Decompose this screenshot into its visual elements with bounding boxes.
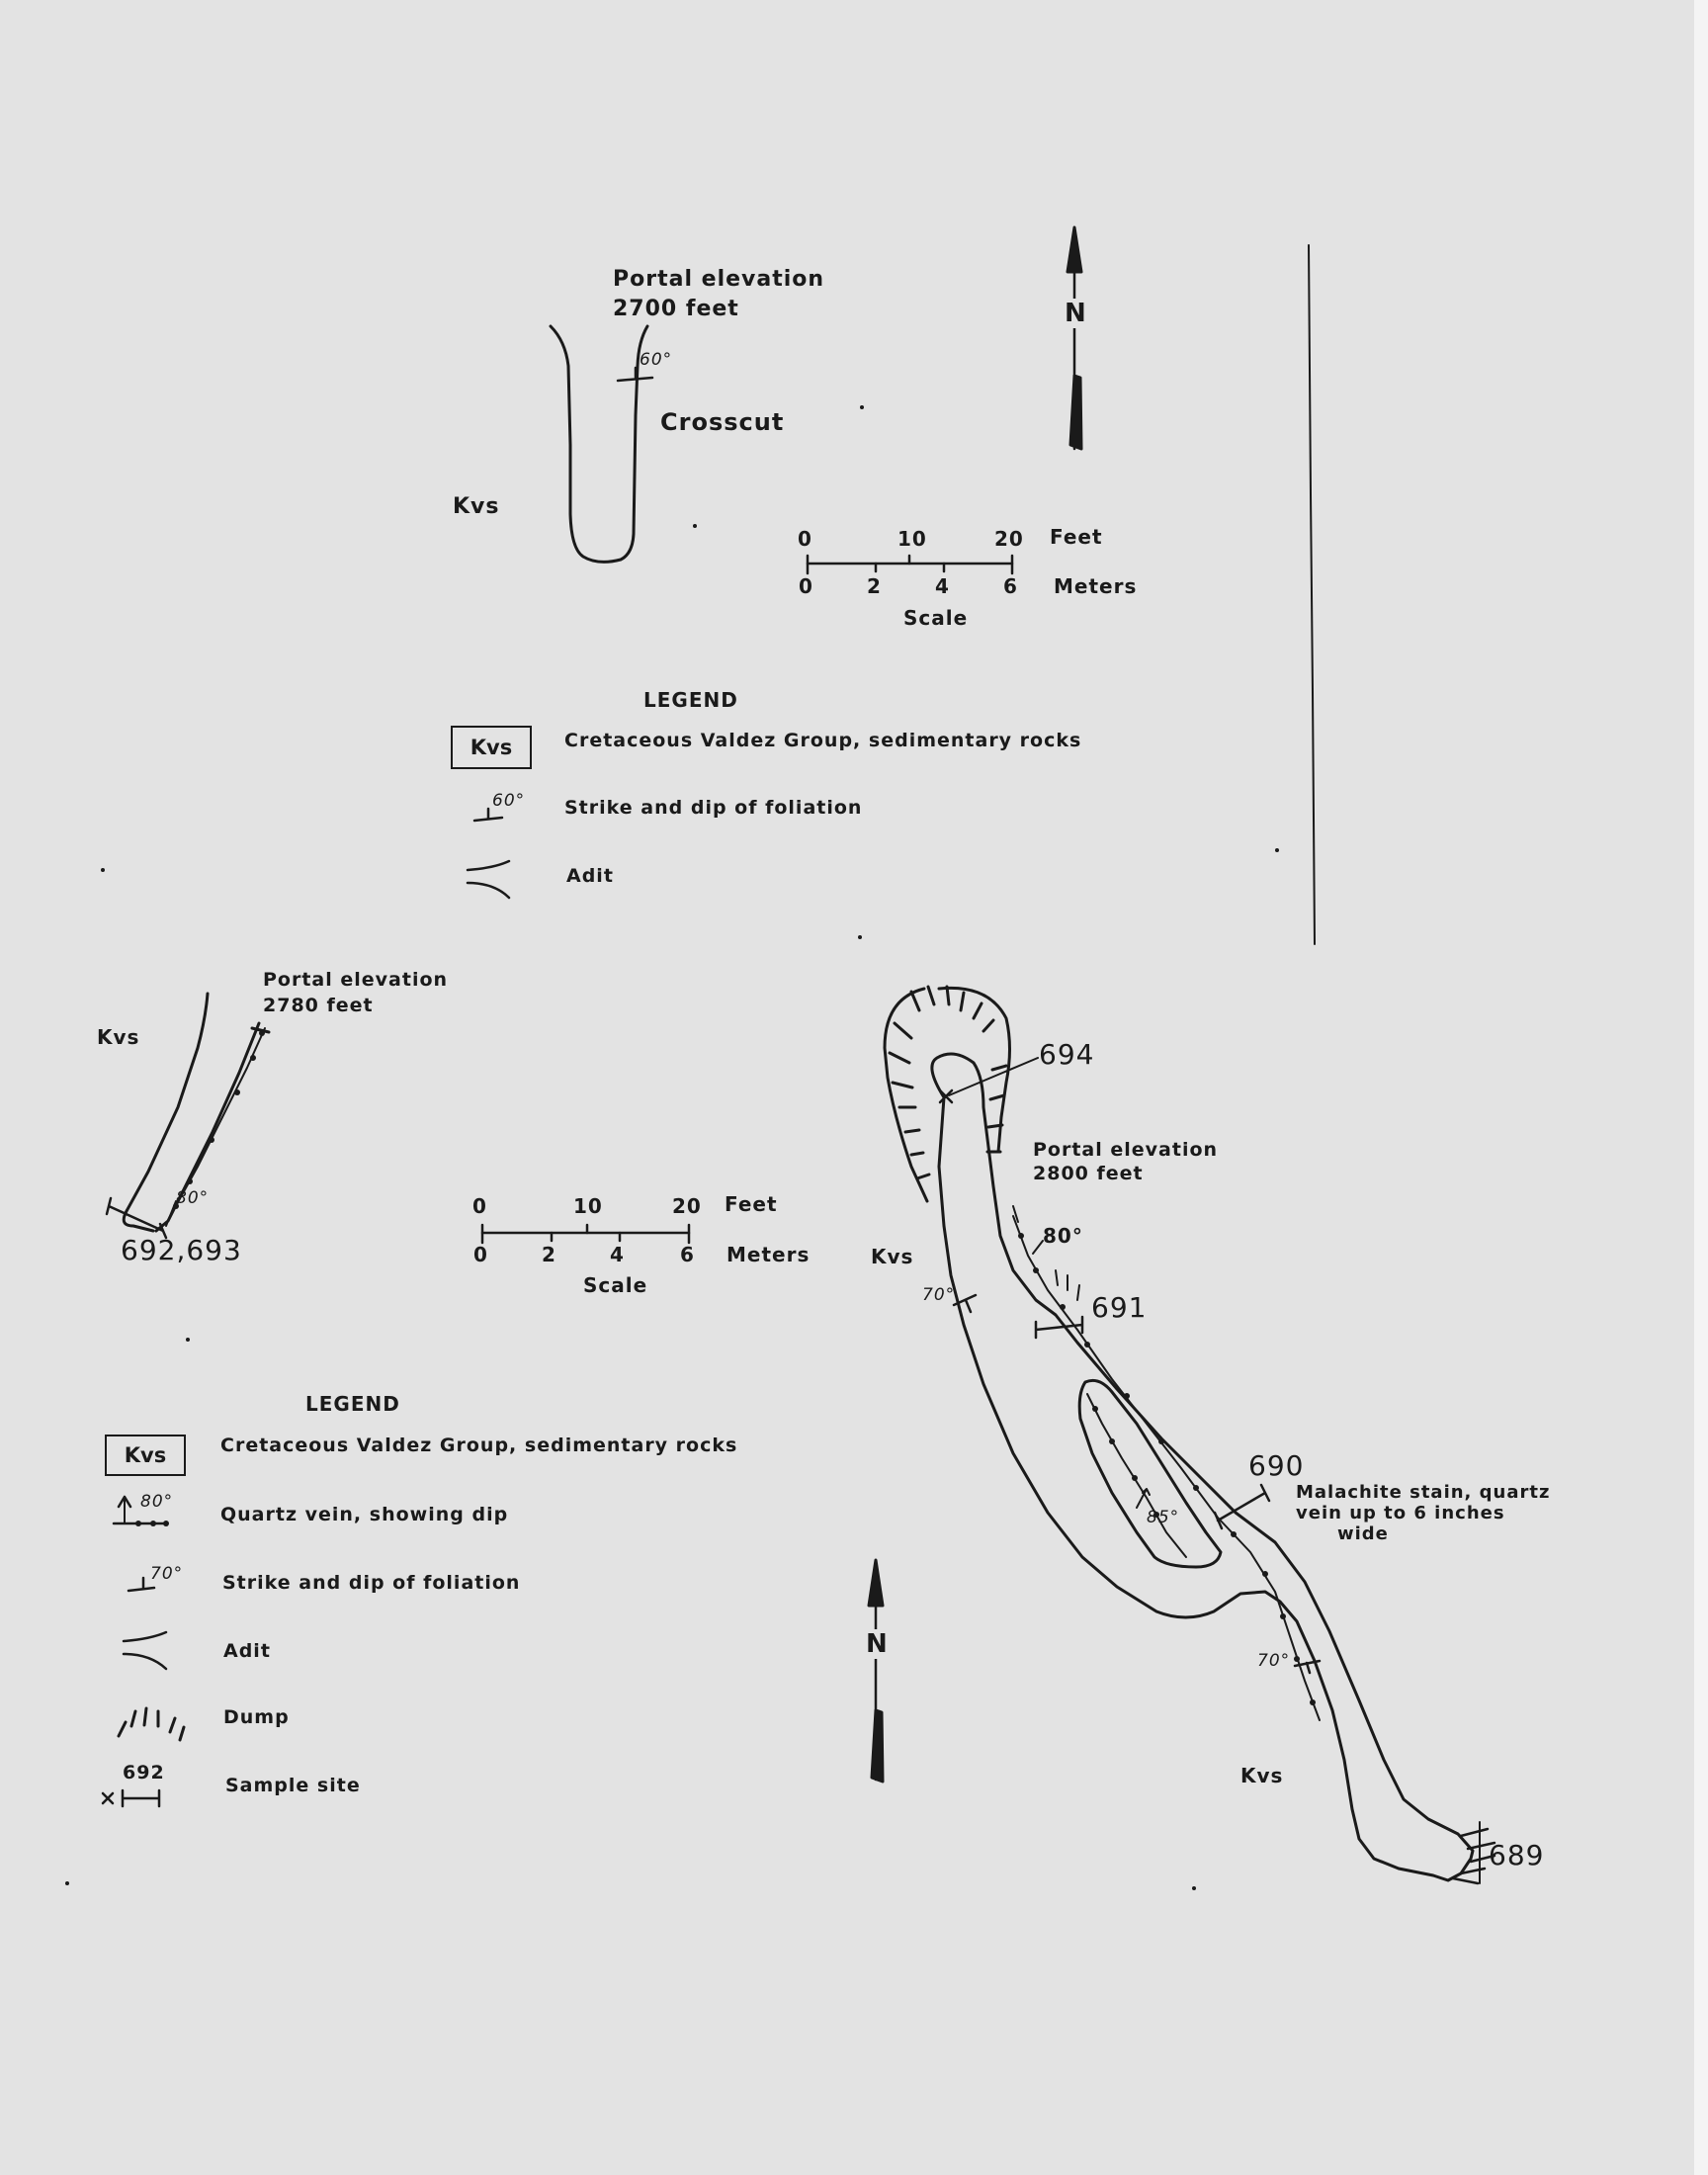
north-arrow-upper: [1068, 227, 1081, 449]
lower-legend-dump-symbol: [119, 1708, 184, 1740]
sample-690-label: 690: [1248, 1449, 1305, 1482]
sample-694-label: 694: [1039, 1038, 1095, 1071]
upper-unit-label: Kvs: [453, 494, 500, 519]
lower-right-dip-70-top: 70°: [922, 1285, 956, 1305]
lower-left-scale-feet-0: 0: [472, 1194, 487, 1218]
upper-legend-adit-symbol: [468, 861, 509, 898]
lower-left-scale-feet-label: Feet: [725, 1192, 778, 1216]
lower-right-dip-85: 85°: [1147, 1508, 1180, 1527]
lower-right-unit-label-top: Kvs: [871, 1245, 914, 1268]
upper-legend-adit-desc: Adit: [566, 865, 614, 887]
north-label-lower: N: [866, 1629, 889, 1659]
upper-scale-m-6: 6: [1003, 574, 1018, 598]
note-line-1: Malachite stain, quartz: [1296, 1482, 1551, 1503]
upper-legend-foliation-label: 60°: [492, 791, 526, 811]
lower-legend-foliation-desc: Strike and dip of foliation: [222, 1572, 521, 1594]
lower-right-dip-70-bottom: 70°: [1257, 1651, 1291, 1671]
sheet-divider-line: [1309, 245, 1315, 944]
upper-legend-foliation-desc: Strike and dip of foliation: [564, 797, 863, 819]
sample-689-label: 689: [1489, 1839, 1545, 1871]
upper-adit-left-wall: [551, 326, 647, 562]
upper-portal-elevation: 2700 feet: [613, 297, 739, 321]
upper-scale-title: Scale: [903, 606, 969, 630]
north-label-upper: N: [1065, 299, 1087, 328]
lower-legend-title: LEGEND: [305, 1392, 400, 1416]
lower-legend-kvs-desc: Cretaceous Valdez Group, sedimentary rocks: [220, 1435, 738, 1456]
lower-left-dip-arrow: [166, 1201, 176, 1226]
upper-portal-label: Portal elevation: [613, 267, 825, 292]
lower-right-portal-elevation: 2800 feet: [1033, 1163, 1144, 1184]
lower-legend-quartz-label: 80°: [140, 1492, 174, 1512]
lower-right-dip-80: 80°: [1043, 1224, 1083, 1248]
upper-scale-feet-0: 0: [798, 527, 812, 551]
lower-left-scale-m-0: 0: [473, 1243, 488, 1266]
lower-left-scale-meters-label: Meters: [726, 1243, 811, 1266]
upper-scale-m-4: 4: [935, 574, 950, 598]
lower-left-scale-m-4: 4: [610, 1243, 625, 1266]
lower-legend-sample-symbol: [103, 1790, 159, 1806]
lower-left-portal-label: Portal elevation: [263, 969, 449, 991]
lower-left-scale-bar: [482, 1225, 689, 1243]
lower-legend-foliation-label: 70°: [150, 1564, 184, 1584]
upper-dip-label: 60°: [640, 350, 673, 370]
upper-scale-meters-label: Meters: [1054, 574, 1138, 598]
lower-legend-adit-symbol: [124, 1632, 166, 1669]
crosscut-label: Crosscut: [660, 408, 785, 436]
upper-scale-m-2: 2: [867, 574, 882, 598]
lower-left-unit-label: Kvs: [97, 1025, 140, 1049]
upper-legend-title: LEGEND: [643, 688, 738, 712]
sample-691-label: 691: [1091, 1291, 1148, 1324]
lower-right-adit-outline: [932, 1054, 1473, 1880]
lower-left-scale-feet-20: 20: [672, 1194, 702, 1218]
lower-legend-sample-label: 692: [123, 1762, 165, 1784]
upper-scale-bar: [808, 556, 1012, 573]
lower-left-scale-feet-10: 10: [573, 1194, 603, 1218]
lower-right-portal-label: Portal elevation: [1033, 1139, 1219, 1161]
lower-legend-adit-desc: Adit: [223, 1640, 271, 1662]
lower-left-sample-label: 692,693: [121, 1234, 242, 1266]
lower-left-scale-m-2: 2: [542, 1243, 556, 1266]
sample-694-leader: [949, 1058, 1038, 1095]
upper-legend-kvs-desc: Cretaceous Valdez Group, sedimentary rocks: [564, 730, 1082, 751]
lower-legend-kvs-box: Kvs: [105, 1435, 186, 1476]
upper-scale-m-0: 0: [799, 574, 813, 598]
upper-scale-feet-label: Feet: [1050, 525, 1103, 549]
lower-left-dip-label: 80°: [176, 1188, 210, 1208]
note-line-2: vein up to 6 inches: [1296, 1503, 1505, 1523]
north-arrow-lower: [869, 1560, 883, 1782]
lower-left-scale-m-6: 6: [680, 1243, 695, 1266]
upper-legend-kvs-box: Kvs: [451, 726, 532, 769]
inner-pillar-outline: [1079, 1380, 1221, 1567]
lower-left-scale-title: Scale: [583, 1273, 648, 1297]
lower-legend-dump-desc: Dump: [223, 1706, 290, 1728]
note-line-3: wide: [1337, 1523, 1389, 1544]
upper-scale-feet-10: 10: [897, 527, 927, 551]
lower-right-unit-label-bottom: Kvs: [1240, 1764, 1284, 1787]
lower-left-portal-elevation: 2780 feet: [263, 995, 374, 1016]
upper-scale-feet-20: 20: [994, 527, 1024, 551]
lower-legend-quartz-desc: Quartz vein, showing dip: [220, 1504, 509, 1525]
lower-legend-sample-desc: Sample site: [225, 1775, 361, 1796]
